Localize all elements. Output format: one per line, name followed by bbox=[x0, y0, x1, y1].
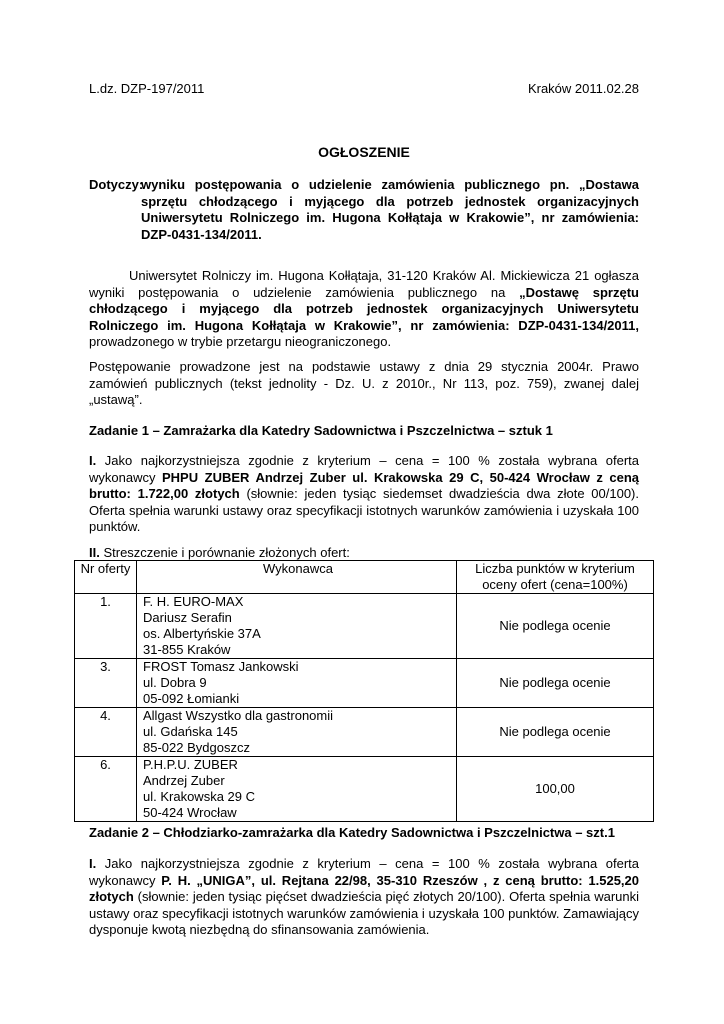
offer-score: Nie podlega ocenie bbox=[457, 594, 654, 659]
contractor-line: 31-855 Kraków bbox=[143, 642, 231, 657]
task1-sec1-part2: (słownie: jeden tysiąc siedemset dwadzieścia dwa złote 00/100). Oferta spełnia warunki ustawy oraz specyfikacji istotnych warunków zamówienia i uzyskała 100 punktów. bbox=[89, 486, 639, 534]
header-nr: Nr oferty bbox=[75, 561, 137, 594]
offer-score: Nie podlega ocenie bbox=[457, 708, 654, 757]
task2-sec1-bold: P. H. „UNIGA”, ul. Rejtana 22/98, 35-310 Rzeszów , z ceną brutto: 1.525,20 złotych bbox=[89, 872, 640, 904]
contractor-line: Allgast Wszystko dla gastronomii bbox=[143, 708, 334, 723]
contractor-line: ul. Krakowska 29 C bbox=[143, 789, 255, 804]
contractor-line: ul. Gdańska 145 bbox=[143, 724, 238, 739]
letter-header bbox=[89, 81, 639, 98]
table-row bbox=[75, 757, 654, 822]
offer-score: Nie podlega ocenie bbox=[457, 659, 654, 708]
subject-block bbox=[89, 177, 639, 243]
task1-sec1-bold: PHPU ZUBER Andrzej Zuber ul. Krakowska 29 C, 50-424 Wrocław z ceną brutto: 1.722,00 złotych bbox=[89, 469, 640, 501]
contractor-line: 05-092 Łomianki bbox=[143, 691, 240, 706]
table-row bbox=[75, 708, 654, 757]
header-points: Liczba punktów w kryterium oceny ofert (cena=100%) bbox=[457, 561, 654, 594]
task1-sec1-label: I. bbox=[89, 453, 97, 468]
table-header-row bbox=[75, 561, 654, 594]
intro-part3: prowadzonego w trybie przetargu nieograniczonego. bbox=[89, 334, 392, 349]
contractor-line: os. Albertyńskie 37A bbox=[143, 626, 261, 641]
contractor-line: P.H.P.U. ZUBER bbox=[143, 757, 238, 772]
contractor-line: Andrzej Zuber bbox=[143, 773, 225, 788]
intro-part1: Uniwersytet Rolniczy im. Hugona Kołłątaja, 31-120 Kraków Al. Mickiewicza 21 ogłasza wyniki postępowania o udzielenie zamówienia publicznego na bbox=[89, 268, 639, 300]
task1-sec2-text: Streszczenie i porównanie złożonych ofert: bbox=[99, 545, 350, 560]
offer-contractor bbox=[137, 708, 457, 757]
place-date: Kraków 2011.02.28 bbox=[527, 81, 639, 96]
task1-section1 bbox=[89, 453, 639, 536]
header-contractor: Wykonawca bbox=[137, 561, 457, 594]
contractor-line: 85-022 Bydgoszcz bbox=[143, 740, 250, 755]
contractor-line: F. H. EURO-MAX bbox=[143, 594, 244, 609]
offer-contractor bbox=[137, 757, 457, 822]
contractor-line: FROST Tomasz Jankowski bbox=[143, 659, 299, 674]
subject-text: wyniku postępowania o udzielenie zamówienia publicznego pn. „Dostawa sprzętu chłodzącego i myjącego dla potrzeb jednostek organizacyjnych Uniwersytetu Rolniczego im. Hugona Kołłątaja w Krakowie”, nr zamówienia: DZP-0431-134/2011. bbox=[141, 177, 639, 242]
subject-label: Dotyczy: bbox=[89, 177, 144, 192]
contractor-line: ul. Dobra 9 bbox=[143, 675, 207, 690]
offer-score: 100,00 bbox=[457, 757, 654, 822]
task1-sec2-label: II. bbox=[89, 545, 100, 560]
task2-sec1-part1: Jako najkorzystniejsza zgodnie z kryterium – cena = 100 % została wybrana oferta wykonawcy bbox=[89, 856, 639, 888]
legal-basis-paragraph: Postępowanie prowadzone jest na podstawie ustawy z dnia 29 stycznia 2004r. Prawo zamówień publicznych (tekst jednolity - Dz. U. z 2010r., Nr 113, poz. 759), zwanej dalej „ustawą”. bbox=[89, 359, 639, 407]
offer-nr: 1. bbox=[75, 594, 137, 659]
contractor-line: Dariusz Serafin bbox=[143, 610, 232, 625]
task2-sec1-part2: (słownie: jeden tysiąc pięćset dwadzieścia pięć złotych 20/100). Oferta spełnia warunki ustawy oraz specyfikacji istotnych warunków zamówienia i uzyskała 100 punktów. Zamawiający dysponuje kwotą niezbędną do sfinansowania zamówienia. bbox=[89, 889, 639, 937]
task1-sec1-part1: Jako najkorzystniejsza zgodnie z kryterium – cena = 100 % została wybrana oferta wykonawcy bbox=[89, 453, 639, 485]
offer-contractor bbox=[137, 659, 457, 708]
offer-contractor bbox=[137, 594, 457, 659]
offers-table bbox=[74, 560, 654, 822]
task1-heading: Zadanie 1 – Zamrażarka dla Katedry Sadownictwa i Pszczelnictwa – sztuk 1 bbox=[89, 423, 553, 438]
table-row bbox=[75, 594, 654, 659]
contractor-line: 50-424 Wrocław bbox=[143, 805, 237, 820]
intro-bold: „Dostawę sprzętu chłodzącego i myjącego dla potrzeb jednostek organizacyjnych Uniwersytetu Rolniczego im. Hugona Kołłątaja w Krakowie”, nr zamówienia: DZP-0431-134/2011, bbox=[89, 284, 639, 333]
document-title: OGŁOSZENIE bbox=[318, 144, 410, 160]
offer-nr: 3. bbox=[75, 659, 137, 708]
intro-paragraph bbox=[89, 268, 639, 351]
task2-sec1-label: I. bbox=[89, 856, 97, 871]
offer-nr: 6. bbox=[75, 757, 137, 822]
offer-nr: 4. bbox=[75, 708, 137, 757]
reference-number: L.dz. DZP-197/2011 bbox=[89, 81, 205, 96]
table-row bbox=[75, 659, 654, 708]
task2-section1 bbox=[89, 856, 639, 939]
task2-heading: Zadanie 2 – Chłodziarko-zamrażarka dla Katedry Sadownictwa i Pszczelnictwa – szt.1 bbox=[89, 825, 615, 840]
